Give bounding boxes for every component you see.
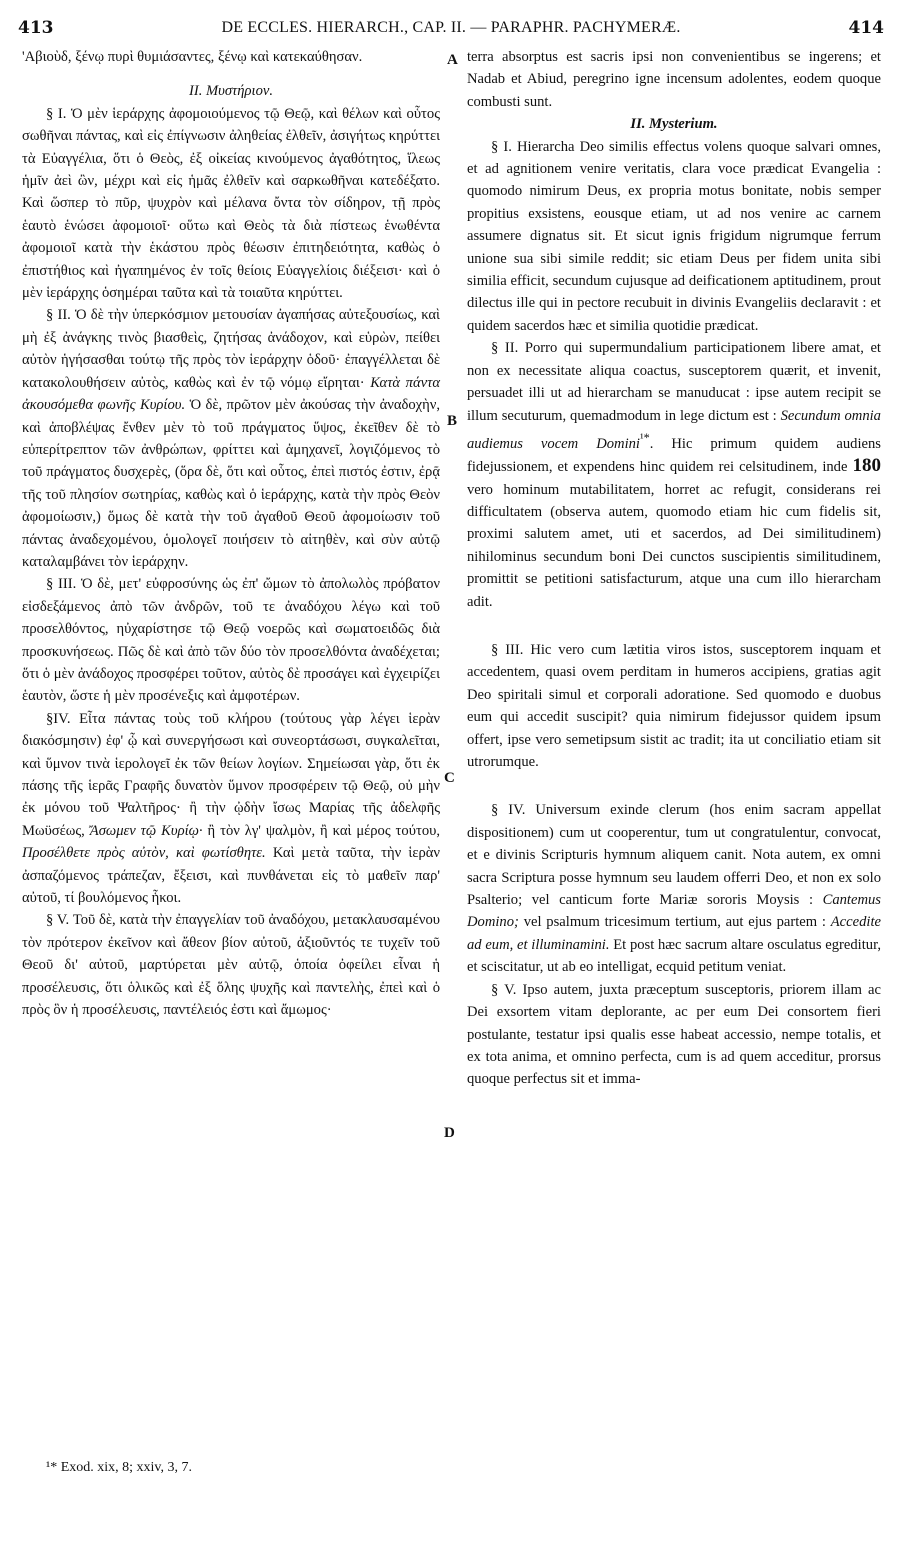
latin-paragraph-5: § V. Ipso autem, juxta præceptum susceptoris, priorem illam ac Dei exsortem vitam deplorante, ac per eum Dei consortem fieri postulante, testatur ipsi qualis esse habeat accessio, nempe totalis, et ex tota anima, et omnino perfecta, cum is ad quem acceditur, prorsus quoque perfectus sit et imma- (467, 981, 881, 1088)
latin-paragraph-0: terra absorptus est sacris ipsi non convenientibus se ingerens; et Nadab et Abiud, peregrino igne incensum adolentes, eodem quoque combusti sunt. (467, 49, 881, 110)
greek-paragraph-3: § ΙΙΙ. Ὁ δὲ, μετ' εὐφροσύνης ὡς ἐπ' ὤμων τὸ ἀπολωλὸς πρόβατον εἰσδεξάμενος ἀπὸ τῶν ἀνδρῶν, τοῦ τε ἀναδόχου λέγω καὶ τοῦ προσελθόντος, ηὐχαρίστησε τῷ Θεῷ νοερῶς καὶ σωματοειδῶς διὰ προσκυνήσεως. Πῶς δὲ καὶ ἀπὸ τῶν δύο τὸν προσελθόντα ἀναδέχεται; ὅτι ὁ μὲν ἀνάδοχος προσφέρει τοῦτον, αὐτὸς δὲ προσάγει καὶ ἐγχειρίζει ἑαυτὸν, ὥστε ἡ μὲν προσένεξις καὶ ἀμφοτέρων. (22, 576, 440, 705)
latin-paragraph-4: § IV. Universum exinde clerum (hos enim sacram appellat dispositionem) cum ut cooperentur, tum ut congratulentur, convocat, et e divinis Scripturis hymnum aliquem canit. Nota autem, ex omni sacra Scriptura posse hymnum seu laudem offerri Deo, et non ex solo Psalterio; vel canticum forte Mariæ sororis Moysis : Cantemus Domino; vel psalmum tricesimum tertium, aut ejus partem : Accedite ad eum, et illuminamini. Et post hæc sacrum altare osculatus egreditur, et sciscitatur, ut ab eo intelligat, ecquid petitum veniat. (467, 802, 881, 976)
running-header (16, 18, 886, 44)
running-title: DE ECCLES. HIERARCH., CAP. II. — PARAPHR. PACHYMERÆ. (221, 19, 681, 36)
page-number-right: 414 (848, 18, 884, 38)
latin-paragraph-1: § I. Hierarcha Deo similis effectus volens quoque salvari omnes, et ad agnitionem venire veritatis, clara voce prædicat Evangelia : quomodo nimirum Deus, ex propria motus bonitate, nobis semper propitius exsistens, eousque etiam, ut ad nos venire ac carnem assumere dignatus sit. Et sicut ignis frigidum nigrumque ferrum unione sua sibi simile reddit; sic etiam Deus per fidem unita sibi similia efficit, secundum cujusque ad deificationem aptitudinem, prout dilectus ille qui in pectore recubuit in divinis Evangeliis declaravit : et quidem sacerdos hæc et similia quotidie prædicat. (467, 138, 881, 334)
greek-section-title: ΙΙ. Μυστήριον. (188, 83, 273, 100)
margin-letter-b: B (447, 413, 458, 429)
latin-section-title: II. Mysterium. (630, 116, 718, 133)
greek-column (22, 46, 440, 1021)
greek-paragraph-0: 'Αβιοὺδ, ξένῳ πυρὶ θυμιάσαντες, ξένῳ καὶ κατεκαύθησαν. (22, 49, 363, 65)
latin-paragraph-3: § III. Hic vero cum lætitia viros istos, susceptorem inquam et accedentem, quasi ovem perditam in humeros accipiens, gratias agit Deo spiritali simul et corporali adoratione. Sed quomodo e duobus eum qui accedit suscipit? quia nimirum fidejussor quidem ipsum offert, ipse vero semetipsum sistit ac tradit; ita ut conciliatio etiam sit utrorumque. (467, 642, 881, 771)
greek-paragraph-2: § ΙΙ. Ὁ δὲ τὴν ὑπερκόσμιον μετουσίαν ἀγαπήσας αὐτεξουσίως, καὶ μὴ ἐξ ἀνάγκης τινὸς βιασθεὶς, ζητήσας ἀνάδοχον, καὶ εὑρὼν, πείθει αὐτὸν ἡγήσασθαι τούτῳ τῆς πρὸς τὸν ἱεράρχην ὁδοῦ· ἐπαγγέλλεται δὲ κατακολουθήσειν αὐτὸς, καθὼς καὶ ἐν τῷ νόμῳ εἴρηται· Κατὰ πάντα ἀκουσόμεθα φωνῆς Κυρίου. Ὁ δὲ, πρῶτον μὲν ἀκούσας τὴν ἀναδοχὴν, καὶ ἀποβλέψας ἔνθεν μὲν τὸ τοῦ πράγματος ὕψος, ἐκεῖθεν δὲ τὸ εὐπερίτρεπτον τῶν ἀνθρώπων, φρίττει καὶ ἀμηχανεῖ, λογιζόμενος τὸ τοῦ πράγματος δυσχερὲς, (ὅρα δὲ, ὅτι καὶ οὗτος, ἐπεὶ πιστός ἐστιν, ἐρᾷ τῆς τοῦ πλησίον σωτηρίας, καθὼς καὶ ὁ ἱεράρχης, κατὰ τὴν πρὸς Θεὸν ἀφομοίωσιν,) ὅμως δὲ κατὰ τὴν τοῦ ἀγαθοῦ Θεοῦ ἀφομοίωσιν τοῦ πάντας ἀναδεχομένου, ὁμολογεῖ ποιήσειν τὸ αἰτηθὲν, καὶ σὺν αὐτῷ καταλαμβάνει τὸν ἱεράρχην. (22, 307, 440, 570)
footnote-ref: ¹* (639, 430, 650, 445)
latin-paragraph-2: § II. Porro qui supermundalium participationem libere amat, et non ex necessitate aliqua coactus, susceptorem quærit, et invenit, persuadet illi ut ad hierarcham se manuducat : ipse autem recipit se illum secuturum, quemadmodum in lege dictum est : Secundum omnia audiemus vocem Domini$^{^1*}$. Hic primum quidem audiens fidejussionem, et expendens hinc quidem rei celsitudinem, inde 180 vero hominum mutabilitatem, horret ac refugit, considerans rei difficultatem (observa autem, quomodo etiam hic cum fidelis sit, proximi salutem amet, uti et sacerdos, ad Dei similitudinem) nihilominus secundum boni Dei cunctos suscipientis similitudinem, promittit se petitioni satisfacturum, atque una cum illo hierarcham adit. (467, 340, 881, 610)
margin-letter-c: C (444, 770, 455, 786)
greek-paragraph-1: § Ι. Ὁ μὲν ἱεράρχης ἀφομοιούμενος τῷ Θεῷ, καὶ θέλων καὶ οὗτος σωθῆναι πάντας, καὶ εἰς ἐπίγνωσιν ἀληθείας ἐλθεῖν, ἀσιγήτως κηρύττει τὰ Εὐαγγέλια, ὅτι ὁ Θεὸς, ἐξ οἰκείας κινούμενος ἀγαθότητος, ἵλεως ἡμῖν ἀεὶ ὢν, μέχρι καὶ εἰς ἡμᾶς ἐλθεῖν καὶ σαρκωθῆναι κατεδέξατο. Καὶ ὥσπερ τὸ πῦρ, ψυχρὸν καὶ μέλανα ὄντα τὸν σίδηρον, τῇ πρὸς ἑαυτὸ ἑνώσει ἀφομοιοῖ· οὕτω καὶ Θεὸς τὰ διὰ πίστεως ἑνωθέντα ἀφομοιοῖ κατὰ τὴν ἑκάστου πρὸς θέωσιν ἐπιτηδειότητα, καθὼς ὁ ἐπιστήθιος καὶ ἠγαπημένος ἐν τοῖς θείοις Εὐαγγελίοις διέξεισι· καὶ ὁ μὲν ἱεράρχης ὁσημέραι ταῦτα καὶ τὰ τοιαῦτα κηρύττει. (22, 105, 440, 302)
margin-letter-d: D (444, 1125, 455, 1141)
greek-paragraph-5: § V. Τοῦ δὲ, κατὰ τὴν ἐπαγγελίαν τοῦ ἀναδόχου, μετακλαυσαμένου τὸν πρότερον ἐκεῖνον καὶ ἄθεον βίον αὐτοῦ, ἀξιοῦντός τε τυχεῖν τοῦ Θεοῦ δι' αὐτοῦ, μαρτύρεται μὲν αὐτῷ, ὁποία ὀφείλει εἶναι ἡ προσέλευσις, ὅτι ὁλικῶς καὶ ἐξ ὅλης ψυχῆς καὶ παντελὴς, ἐπεὶ καὶ ὁ πρὸς ὃν ἡ προσέλευσις, παντέλειός ἐστι καὶ ἄμωμος· (22, 912, 440, 1019)
footnote: ¹* Exod. xix, 8; xxiv, 3, 7. (46, 1460, 193, 1475)
column-number: 180 (852, 455, 881, 477)
margin-letter-a: A (447, 52, 458, 68)
greek-paragraph-4: §ΙV. Εἶτα πάντας τοὺς τοῦ κλήρου (τούτους γὰρ λέγει ἱερὰν διακόσμησιν) ἐφ' ᾧ καὶ συνεργήσωσι καὶ συνεορτάσωσι, συγκαλεῖται, καὶ ὕμνον τινὰ ἱερολογεῖ ἐκ τῶν θείων λογίων. Σημείωσαι γὰρ, ὅτι ἐκ πάσης τῆς ἱερᾶς Γραφῆς δυνατὸν ὕμνον προσφέρειν τῷ Θεῷ, οὐ μὴν ἐκ μόνου τοῦ Ψαλτῆρος· ἢ τὴν ᾠδὴν ἴσως Μαρίας τῆς ἀδελφῆς Μωϋσέως, Ἄσωμεν τῷ Κυρίῳ· ἢ τὸν λγ' ψαλμὸν, ἢ καὶ μέρος τούτου, Προσέλθετε πρὸς αὐτὸν, καὶ φωτίσθητε. Καὶ μετὰ ταῦτα, τὴν ἱερὰν ἀσπαζόμενος τράπεζαν, ἔξεισι, καὶ πυνθάνεται εἰς τὸ μαθεῖν παρ' αὐτοῦ, τί βουλόμενος ἧκοι. (22, 710, 440, 907)
page-number-left: 413 (18, 18, 54, 38)
latin-quote: Secundum omnia audiemus vocem Domini (467, 407, 881, 452)
latin-column (467, 46, 881, 1091)
greek-quote: Κατὰ πάντα ἀκουσόμεθα φωνῆς Κυρίου. (22, 374, 440, 414)
